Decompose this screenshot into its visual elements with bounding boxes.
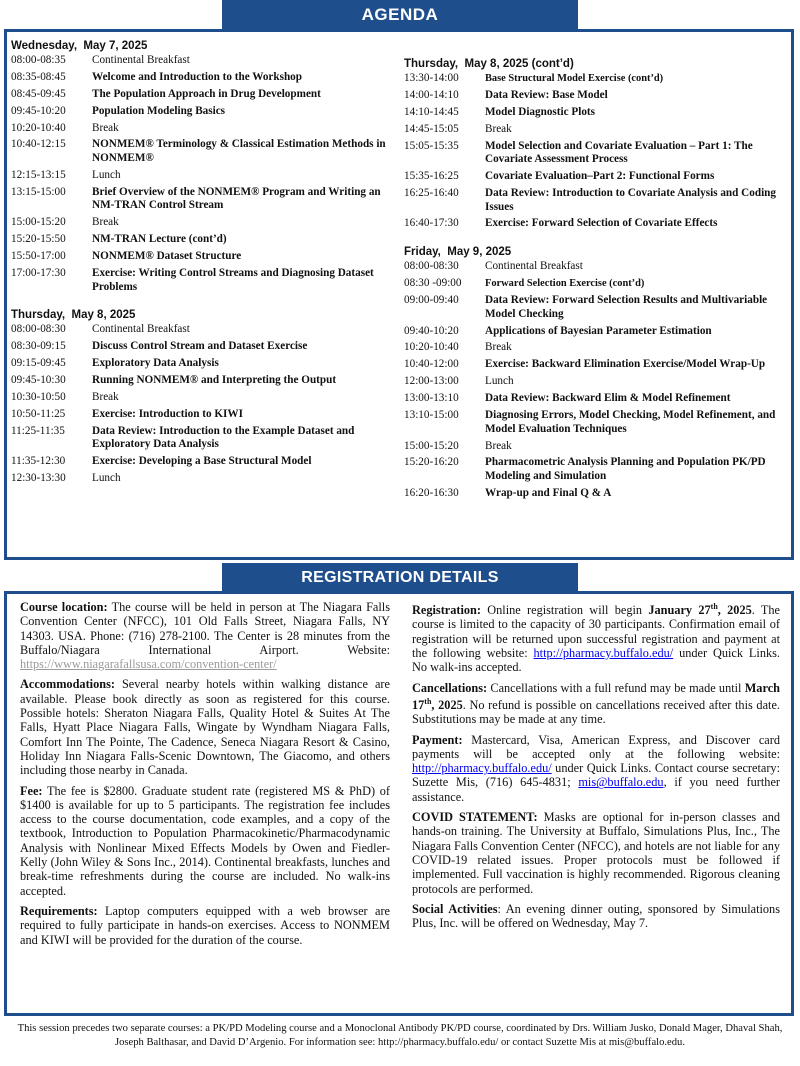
agenda-time: 09:45-10:20 (11, 104, 66, 117)
agenda-event: Exercise: Writing Control Streams and Diagnosing Dataset Problems (92, 266, 374, 293)
agenda-time: 15:35-16:25 (404, 170, 459, 183)
agenda-right-column (404, 58, 789, 504)
social-text: : An evening dinner outing, sponsored by Simulations Plus, Inc. will be offered on Wednesday, May 7. (412, 901, 780, 931)
agenda-event: Wrap-up and Final Q & A (485, 486, 612, 499)
requirements-label: Requirements: (20, 903, 98, 918)
registration-box (4, 591, 794, 1016)
agenda-event: NM-TRAN Lecture (cont’d) (92, 233, 227, 246)
agenda-row (11, 186, 393, 213)
agenda-time: 12:15-13:15 (11, 168, 66, 181)
payment-label: Payment: (412, 732, 463, 747)
agenda-time: 15:50-17:00 (11, 250, 66, 263)
agenda-time: 08:00-08:35 (11, 54, 66, 66)
covid-text: Masks are optional for in-person classes and hands-on training. The University at Buffalo, Simulations Plus, Inc., The Niagara Falls Convention Center (NFCC), and hotels are not liable for any COVID-19 related issues. Proper protocols must be followed if implemented. Full vaccination is highly recommended. Rigorous cleaning protocols are performed. (412, 810, 780, 896)
agenda-row (404, 440, 789, 454)
agenda-time: 08:00-08:30 (404, 260, 459, 273)
agenda-box (4, 29, 794, 560)
registration-banner: REGISTRATION DETAILS (222, 563, 578, 593)
agenda-row (404, 456, 789, 483)
agenda-row (11, 408, 393, 422)
registration-text-2: . The course is limited to the capacity of 30 participants. Confirmation email of registration will be returned upon successful registration and payment at the following website: (412, 603, 780, 660)
agenda-row (11, 54, 393, 68)
agenda-row (11, 267, 393, 294)
agenda-event: Continental Breakfast (92, 323, 190, 336)
course-location-text: The course will be held in person at The Niagara Falls Convention Center (NFCC), 101 Old Falls Street, Niagara Falls, NY 14303. USA. Phone: (716) 278-2100. The Center is 28 minutes from the Buffalo/Niagara International Airport. Website: (20, 600, 390, 657)
payment-text-2: under Quick Links. Contact course secretary: Suzette Mis, (716) 645-4831; (412, 761, 780, 790)
agenda-row (404, 325, 789, 339)
agenda-event: Discuss Control Stream and Dataset Exercise (92, 340, 308, 353)
payment-text-1: Mastercard, Visa, American Express, and Discover card payments will be accepted only at the following website: (412, 732, 780, 761)
cancellations-text-2: . No refund is possible on cancellations received after this date. Substitutions may be made at any time. (412, 697, 780, 727)
agenda-time: 13:15-15:00 (11, 185, 66, 198)
registration-label: Registration: (412, 603, 481, 618)
payment-paragraph (412, 733, 780, 804)
agenda-time: 08:45-09:45 (11, 87, 66, 100)
agenda-time: 10:40-12:00 (404, 358, 459, 371)
agenda-time: 10:50-11:25 (11, 407, 66, 420)
cancellations-text-1: Cancellations with a full refund may be made until (487, 680, 745, 695)
agenda-row (11, 340, 393, 354)
agenda-row (404, 106, 789, 120)
agenda-event: Model Selection and Covariate Evaluation – Part 1: The Covariate Assessment Process (485, 139, 753, 166)
cancellation-date: March 17th, 2025 (412, 680, 780, 712)
agenda-time: 16:20-16:30 (404, 486, 459, 499)
agenda-event: Base Structural Model Exercise (cont’d) (485, 73, 664, 84)
agenda-time: 10:20-10:40 (11, 121, 66, 134)
agenda-row (404, 140, 789, 167)
agenda-time: 09:40-10:20 (404, 324, 459, 337)
agenda-row (404, 260, 789, 274)
agenda-time: 15:00-15:20 (11, 216, 66, 229)
agenda-time: 16:25-16:40 (404, 186, 459, 199)
agenda-row (11, 472, 393, 486)
agenda-row (404, 375, 789, 389)
agenda-time: 12:30-13:30 (11, 472, 66, 485)
agenda-row (404, 187, 789, 214)
agenda-time: 17:00-17:30 (11, 266, 66, 279)
agenda-row (11, 88, 393, 102)
payment-email-link[interactable]: mis@buffalo.edu (578, 775, 664, 790)
accommodations-label: Accommodations: (20, 677, 115, 692)
agenda-time: 11:35-12:30 (11, 455, 66, 468)
agenda-event: Pharmacometric Analysis Planning and Population PK/PD Modeling and Simulation (485, 456, 766, 482)
agenda-time: 08:00-08:30 (11, 323, 66, 336)
agenda-event: Forward Selection Exercise (cont’d) (485, 278, 645, 290)
agenda-event: Lunch (92, 472, 121, 485)
agenda-row (11, 105, 393, 119)
convention-center-link[interactable]: https://www.niagarafallsusa.com/convention-center/ (20, 657, 277, 672)
agenda-row (11, 169, 393, 183)
requirements-paragraph (20, 904, 390, 947)
day-heading-thursday-cont: Thursday, May 8, 2025 (cont’d) (404, 58, 574, 70)
agenda-event: Model Diagnostic Plots (485, 105, 596, 118)
fee-label: Fee: (20, 783, 43, 798)
agenda-time: 08:35-08:45 (11, 70, 66, 83)
registration-website-link[interactable]: http://pharmacy.buffalo.edu/ (533, 645, 674, 660)
agenda-row (11, 323, 393, 337)
agenda-time: 15:05-15:35 (404, 139, 459, 152)
agenda-event: Break (92, 216, 119, 229)
agenda-time: 08:30-09:15 (11, 340, 66, 353)
social-label: Social Activities (412, 901, 498, 916)
agenda-time: 12:00-13:00 (404, 375, 459, 388)
agenda-event: Exercise: Introduction to KIWI (92, 407, 243, 420)
agenda-row (404, 341, 789, 355)
cancellations-label: Cancellations: (412, 680, 488, 695)
agenda-row (404, 123, 789, 137)
agenda-time: 13:00-13:10 (404, 392, 459, 405)
agenda-time: 16:40-17:30 (404, 217, 459, 230)
agenda-row (11, 138, 393, 165)
agenda-row (11, 391, 393, 405)
agenda-event: Data Review: Backward Elim & Model Refinement (485, 392, 731, 405)
agenda-time: 08:30 -09:00 (404, 277, 462, 290)
agenda-time: 10:40-12:15 (11, 138, 66, 151)
agenda-time: 14:10-14:45 (404, 105, 459, 118)
agenda-row (11, 425, 393, 452)
agenda-time: 13:10-15:00 (404, 409, 459, 422)
agenda-event: Break (92, 391, 119, 404)
agenda-row (404, 277, 789, 291)
agenda-row (11, 250, 393, 264)
agenda-row (404, 409, 789, 436)
agenda-event: Data Review: Introduction to the Example Dataset and Exploratory Data Analysis (92, 424, 355, 451)
payment-website-link[interactable]: http://pharmacy.buffalo.edu/ (412, 761, 552, 776)
agenda-time: 15:20-16:20 (404, 456, 459, 469)
day-heading-friday: Friday, May 9, 2025 (404, 246, 512, 259)
agenda-event: Break (92, 121, 119, 134)
agenda-event: Break (485, 341, 512, 354)
agenda-time: 15:20-15:50 (11, 233, 66, 246)
fee-paragraph (20, 784, 390, 898)
agenda-time: 14:00-14:10 (404, 88, 459, 101)
covid-paragraph (412, 810, 780, 896)
requirements-text: Laptop computers equipped with a web browser are required to fully participate in hands-on exercises. Access to NONMEM and KIWI will be provided for the duration of the course. (20, 903, 390, 947)
agenda-row (404, 217, 789, 231)
cancellations-paragraph (412, 681, 780, 727)
agenda-event: Exploratory Data Analysis (92, 357, 219, 370)
agenda-event: Break (485, 122, 512, 135)
agenda-event: Exercise: Developing a Base Structural Model (92, 455, 312, 468)
agenda-event: Data Review: Base Model (485, 88, 608, 101)
agenda-banner: AGENDA (222, 0, 578, 30)
payment-text-3: , if you need further assistance. (412, 775, 781, 804)
agenda-event: Continental Breakfast (485, 260, 583, 273)
agenda-event: Exercise: Backward Elimination Exercise/Model Wrap-Up (485, 358, 766, 371)
registration-paragraph (412, 600, 780, 675)
registration-right-column (412, 600, 780, 936)
agenda-event: NONMEM® Terminology & Classical Estimation Methods in NONMEM® (92, 138, 386, 165)
agenda-row (404, 358, 789, 372)
agenda-left-column (11, 40, 393, 489)
agenda-time: 10:30-10:50 (11, 391, 66, 404)
day-heading-wednesday: Wednesday, May 7, 2025 (11, 40, 148, 52)
agenda-event: The Population Approach in Drug Development (92, 87, 321, 100)
agenda-time: 13:30-14:00 (404, 72, 459, 84)
agenda-row (404, 170, 789, 184)
agenda-time: 15:00-15:20 (404, 439, 459, 452)
agenda-event: Data Review: Introduction to Covariate Analysis and Coding Issues (485, 186, 776, 213)
registration-text-1: Online registration will begin (480, 603, 649, 618)
registration-left-column (20, 600, 390, 953)
agenda-time: 09:15-09:45 (11, 357, 66, 370)
agenda-row (11, 374, 393, 388)
agenda-event: Continental Breakfast (92, 54, 190, 66)
social-paragraph (412, 902, 780, 931)
course-location-paragraph (20, 600, 390, 671)
agenda-event: Brief Overview of the NONMEM® Program and Writing an NM-TRAN Control Stream (92, 185, 381, 212)
agenda-time: 14:45-15:05 (404, 122, 459, 135)
agenda-row (404, 294, 789, 321)
covid-label: COVID STATEMENT: (412, 810, 538, 825)
accommodations-paragraph (20, 677, 390, 777)
agenda-row (11, 357, 393, 371)
agenda-event: Lunch (485, 375, 514, 388)
agenda-time: 09:45-10:30 (11, 374, 66, 387)
registration-date: January 27th, 2025 (648, 602, 752, 618)
agenda-row (404, 392, 789, 406)
day-heading-thursday: Thursday, May 8, 2025 (11, 309, 136, 322)
agenda-event: Applications of Bayesian Parameter Estimation (485, 324, 712, 337)
agenda-row (404, 72, 789, 86)
agenda-row (11, 216, 393, 230)
accommodations-text: Several nearby hotels within walking distance are available. Please book directly as soon as registered for this course. Possible hotels: Sheraton Niagara Falls, Quality Hotel & Suites At The Falls, Hyatt Place Niagara Falls, Wingate by Wyndham Niagara Falls, Comfort Inn The Pointe, The Cadence, Seneca Niagara Resort & Casino, Holiday Inn Niagara Falls-Scenic Downtown, The Giacomo, and others including those nearby in Canada. (20, 677, 390, 778)
agenda-event: Running NONMEM® and Interpreting the Output (92, 374, 337, 387)
agenda-event: Lunch (92, 168, 121, 181)
agenda-row (11, 455, 393, 469)
agenda-row (11, 122, 393, 136)
agenda-event: Population Modeling Basics (92, 104, 226, 117)
agenda-event: Break (485, 439, 512, 452)
footer-note: This session precedes two separate courses: a PK/PD Modeling course and a Monoclonal Antibody PK/PD course, coordinated by Drs. William Jusko, Donald Mager, Dhaval Shah, Joseph Balthasar, and David D’Argenio. For information see: http://pharmacy.buffalo.edu/ or contact Suzette Mis at mis@buffalo.edu. (17, 1023, 783, 1048)
agenda-time: 09:00-09:40 (404, 294, 459, 307)
agenda-row (404, 89, 789, 103)
agenda-event: Data Review: Forward Selection Results and Multivariable Model Checking (485, 294, 768, 320)
agenda-event: Exercise: Forward Selection of Covariate Effects (485, 217, 718, 230)
agenda-event: Covariate Evaluation–Part 2: Functional Forms (485, 170, 715, 183)
agenda-time: 10:20-10:40 (404, 341, 459, 354)
agenda-row (11, 233, 393, 247)
agenda-event: Welcome and Introduction to the Workshop (92, 70, 302, 83)
course-location-label: Course location: (20, 600, 108, 614)
agenda-row (11, 71, 393, 85)
agenda-time: 11:25-11:35 (11, 424, 65, 437)
fee-text: The fee is $2800. Graduate student rate (registered MS & PhD) of $1400 is available for up to 5 participants. The registration fee includes access to the course documentation, code examples, and a copy of the textbook, Introduction to Population Pharmacokinetic/Pharmacodynamic Analysis with Nonlinear Mixed Effects Models by Owen and Fiedler-Kelly (John Wiley & Sons Inc., 2014). Continental breakfasts, lunches and break-time refreshments during the course are included. No walk-ins accepted. (20, 783, 390, 898)
agenda-event: NONMEM® Dataset Structure (92, 250, 242, 263)
agenda-row (404, 487, 789, 501)
agenda-event: Diagnosing Errors, Model Checking, Model Refinement, and Model Evaluation Techniques (485, 409, 776, 435)
registration-text-3: under Quick Links. No walk-ins accepted. (412, 645, 781, 675)
